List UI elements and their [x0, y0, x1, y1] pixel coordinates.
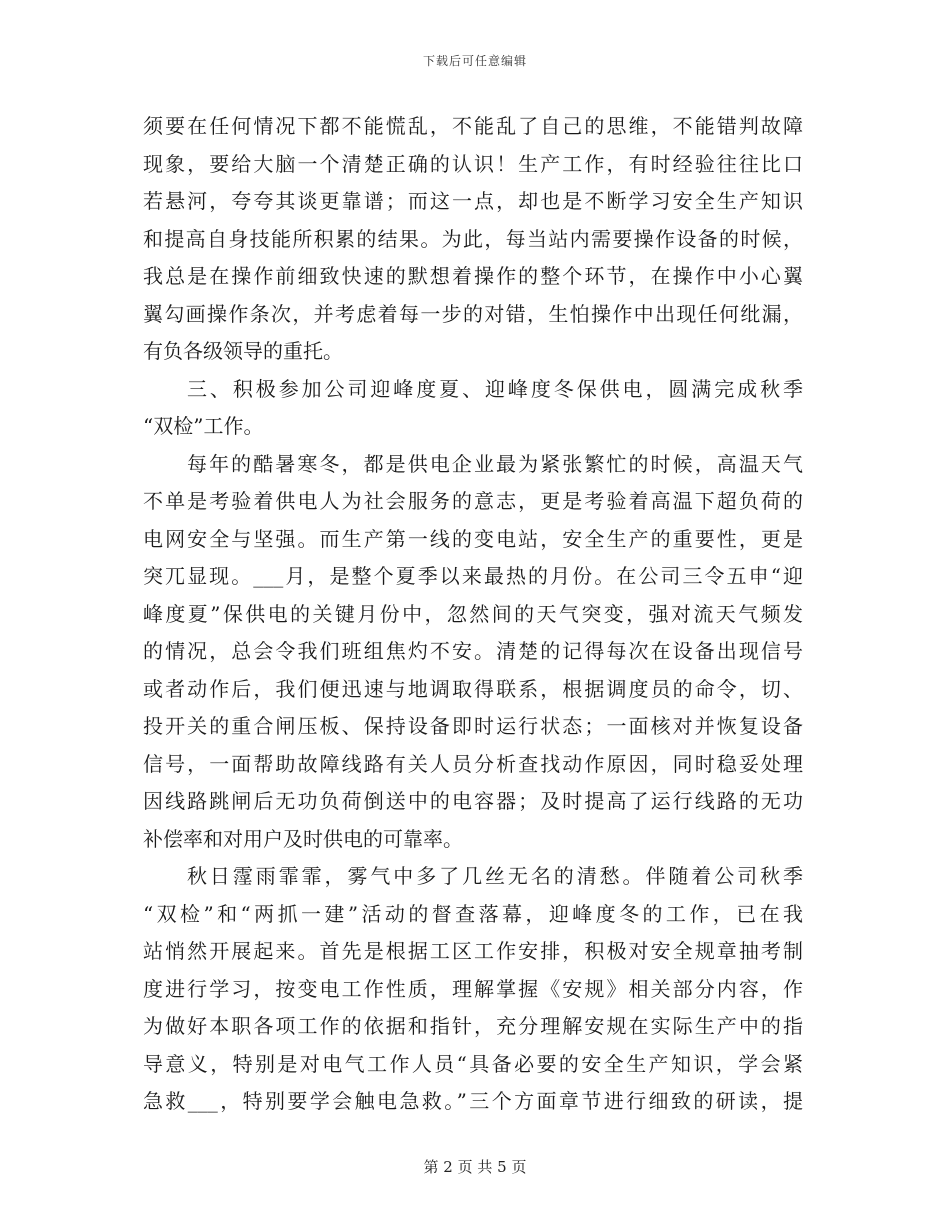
- text-line: 导意义，特别是对电气工作人员“具备必要的安全生产知识，学会紧: [143, 1051, 803, 1076]
- text-line: 度进行学习，按变电工作性质，理解掌握《安规》相关部分内容，作: [143, 976, 803, 1001]
- text-line: “双检”工作。: [143, 414, 264, 438]
- document-body: [143, 108, 803, 1121]
- text-line: 峰度夏”保供电的关键月份中，忽然间的天气突变，强对流天气频发: [143, 601, 803, 626]
- text-line: 现象，要给大脑一个清楚正确的认识！生产工作，有时经验往往比口: [143, 151, 803, 176]
- text-line: 为做好本职各项工作的依据和指针，充分理解安规在实际生产中的指: [143, 1014, 803, 1038]
- text-line: 突兀显现。___月，是整个夏季以来最热的月份。在公司三令五申“迎: [143, 564, 803, 588]
- page-number: 第 2 页 共 5 页: [423, 1158, 527, 1176]
- text-line: “双检”和“两抓一建”活动的督查落幕，迎峰度冬的工作，已在我: [143, 901, 803, 926]
- text-line: 我总是在操作前细致快速的默想着操作的整个环节，在操作中小心翼: [143, 264, 803, 288]
- text-line: 急救___，特别要学会触电急救。”三个方面章节进行细致的研读，提: [143, 1089, 803, 1113]
- text-line: 和提高自身技能所积累的结果。为此，每当站内需要操作设备的时候，: [143, 226, 803, 251]
- text-line: 电网安全与坚强。而生产第一线的变电站，安全生产的重要性，更是: [143, 526, 803, 551]
- text-line: 信号，一面帮助故障线路有关人员分析查找动作原因，同时稳妥处理: [143, 751, 803, 776]
- text-line: 或者动作后，我们便迅速与地调取得联系，根据调度员的命令，切、: [143, 676, 803, 701]
- text-line: 不单是考验着供电人为社会服务的意志，更是考验着高温下超负荷的: [143, 489, 803, 513]
- text-line: 须要在任何情况下都不能慌乱，不能乱了自己的思维，不能错判故障: [143, 114, 803, 138]
- text-line: 若悬河，夸夸其谈更靠谱；而这一点，却也是不断学习安全生产知识: [143, 189, 803, 213]
- text-line: 的情况，总会令我们班组焦灼不安。清楚的记得每次在设备出现信号: [143, 639, 803, 663]
- text-line: 站悄然开展起来。首先是根据工区工作安排，积极对安全规章抽考制: [143, 939, 803, 963]
- text-line: 每年的酷暑寒冬，都是供电企业最为紧张繁忙的时候，高温天气: [187, 451, 803, 476]
- text-line: 三、积极参加公司迎峰度夏、迎峰度冬保供电，圆满完成秋季: [187, 376, 803, 401]
- text-line: 补偿率和对用户及时供电的可靠率。: [143, 826, 463, 851]
- text-line: 有负各级领导的重托。: [143, 339, 343, 363]
- text-line: 秋日霪雨霏霏，雾气中多了几丝无名的清愁。伴随着公司秋季: [187, 864, 803, 888]
- text-line: 因线路跳闸后无功负荷倒送中的电容器；及时提高了运行线路的无功: [143, 789, 803, 813]
- text-line: 投开关的重合闸压板、保持设备即时运行状态；一面核对并恢复设备: [143, 714, 803, 738]
- page-header: 下载后可任意编辑: [422, 54, 527, 68]
- text-line: 翼勾画操作条次，并考虑着每一步的对错，生怕操作中出现任何纰漏，: [143, 301, 803, 326]
